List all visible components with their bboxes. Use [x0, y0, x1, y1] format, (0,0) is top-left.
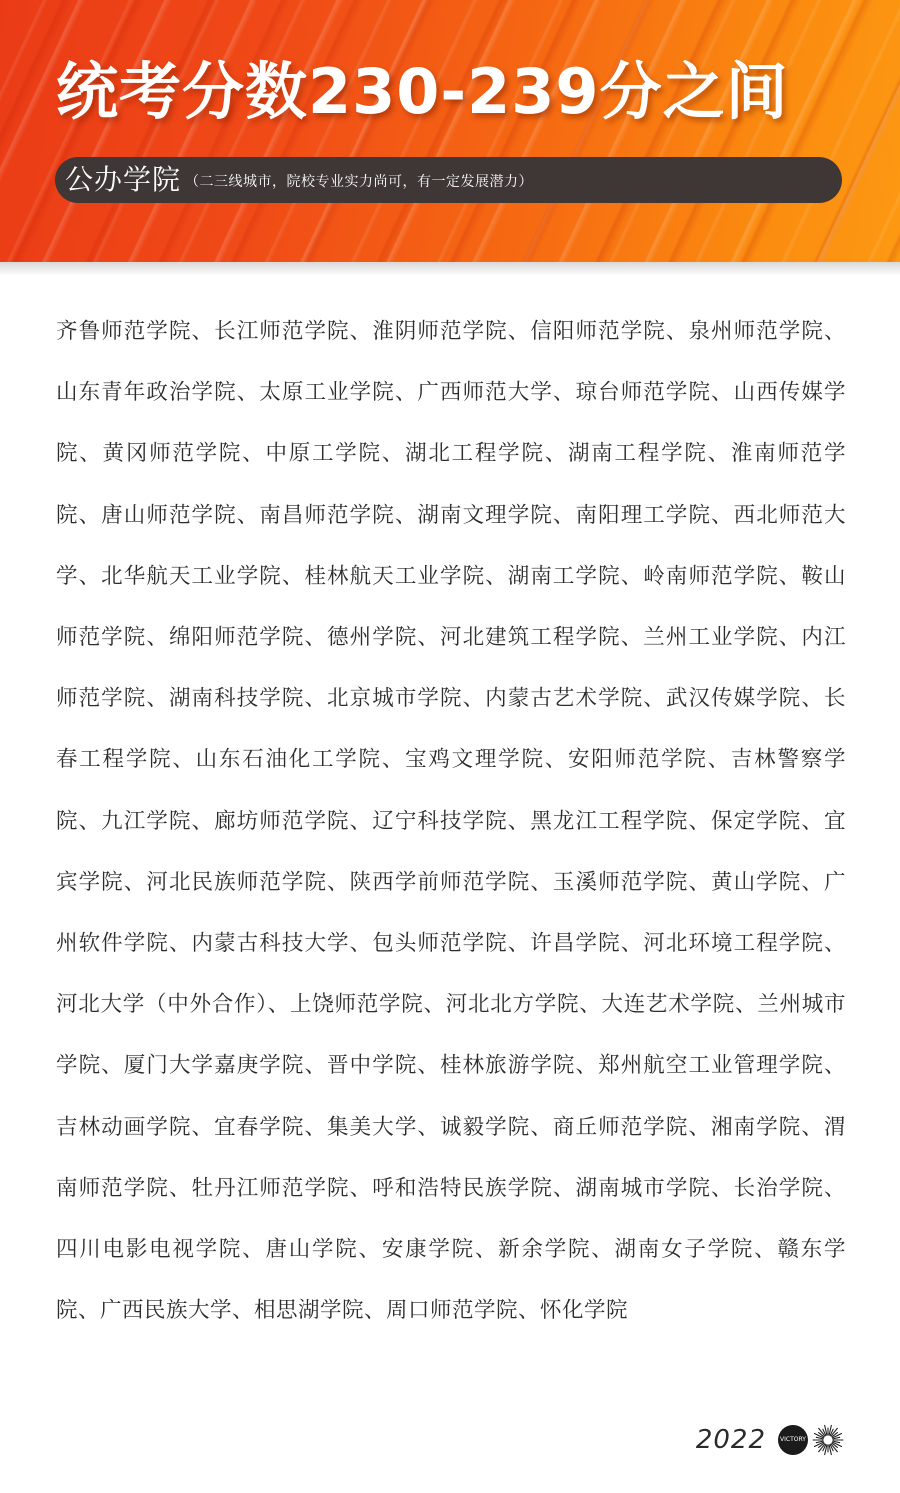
subtitle-note: （二三线城市，院校专业实力尚可，有一定发展潜力） [185, 174, 534, 190]
page-title: 统考分数230-239分之间 [56, 55, 789, 128]
header-banner [0, 0, 900, 262]
brand-logo: VICTORY [778, 1425, 808, 1455]
subtitle-bar [55, 157, 842, 203]
subtitle-main: 公办学院 [65, 163, 182, 196]
school-list-text: 齐鲁师范学院、长江师范学院、淮阴师范学院、信阳师范学院、泉州师范学院、山东青年政治学院、太原工业学院、广西师范大学、琼台师范学院、山西传媒学院、黄冈师范学院、中原工学院、湖北工程学院、湖南工程学院、淮南师范学院、唐山师范学院、南昌师范学院、湖南文理学院、南阳理工学院、西北师范大学、北华航天工业学院、桂林航天工业学院、湖南工学院、岭南师范学院、鞍山师范学院、绵阳师范学院、德州学院、河北建筑工程学院、兰州工业学院、内江师范学院、湖南科技学院、北京城市学院、内蒙古艺术学院、武汉传媒学院、长春工程学院、山东石油化工学院、宝鸡文理学院、安阳师范学院、吉林警察学院、九江学院、廊坊师范学院、辽宁科技学院、黑龙江工程学院、保定学院、宜宾学院、河北民族师范学院、陕西学前师范学院、玉溪师范学院、黄山学院、广州软件学院、内蒙古科技大学、包头师范学院、许昌学院、河北环境工程学院、河北大学（中外合作）、上饶师范学院、河北北方学院、大连艺术学院、兰州城市学院、厦门大学嘉庚学院、晋中学院、桂林旅游学院、郑州航空工业管理学院、吉林动画学院、宜春学院、集美大学、诚毅学院、商丘师范学院、湘南学院、渭南师范学院、牡丹江师范学院、呼和浩特民族学院、湖南城市学院、长治学院、四川电影电视学院、唐山学院、安康学院、新余学院、湖南女子学院、赣东学院、广西民族大学、相思湖学院、周口师范学院、怀化学院 [56, 319, 846, 1324]
year-label: 2022 [695, 1425, 766, 1455]
header-shadow [0, 262, 900, 276]
sunburst-icon [812, 1424, 844, 1456]
footer [696, 1420, 844, 1460]
